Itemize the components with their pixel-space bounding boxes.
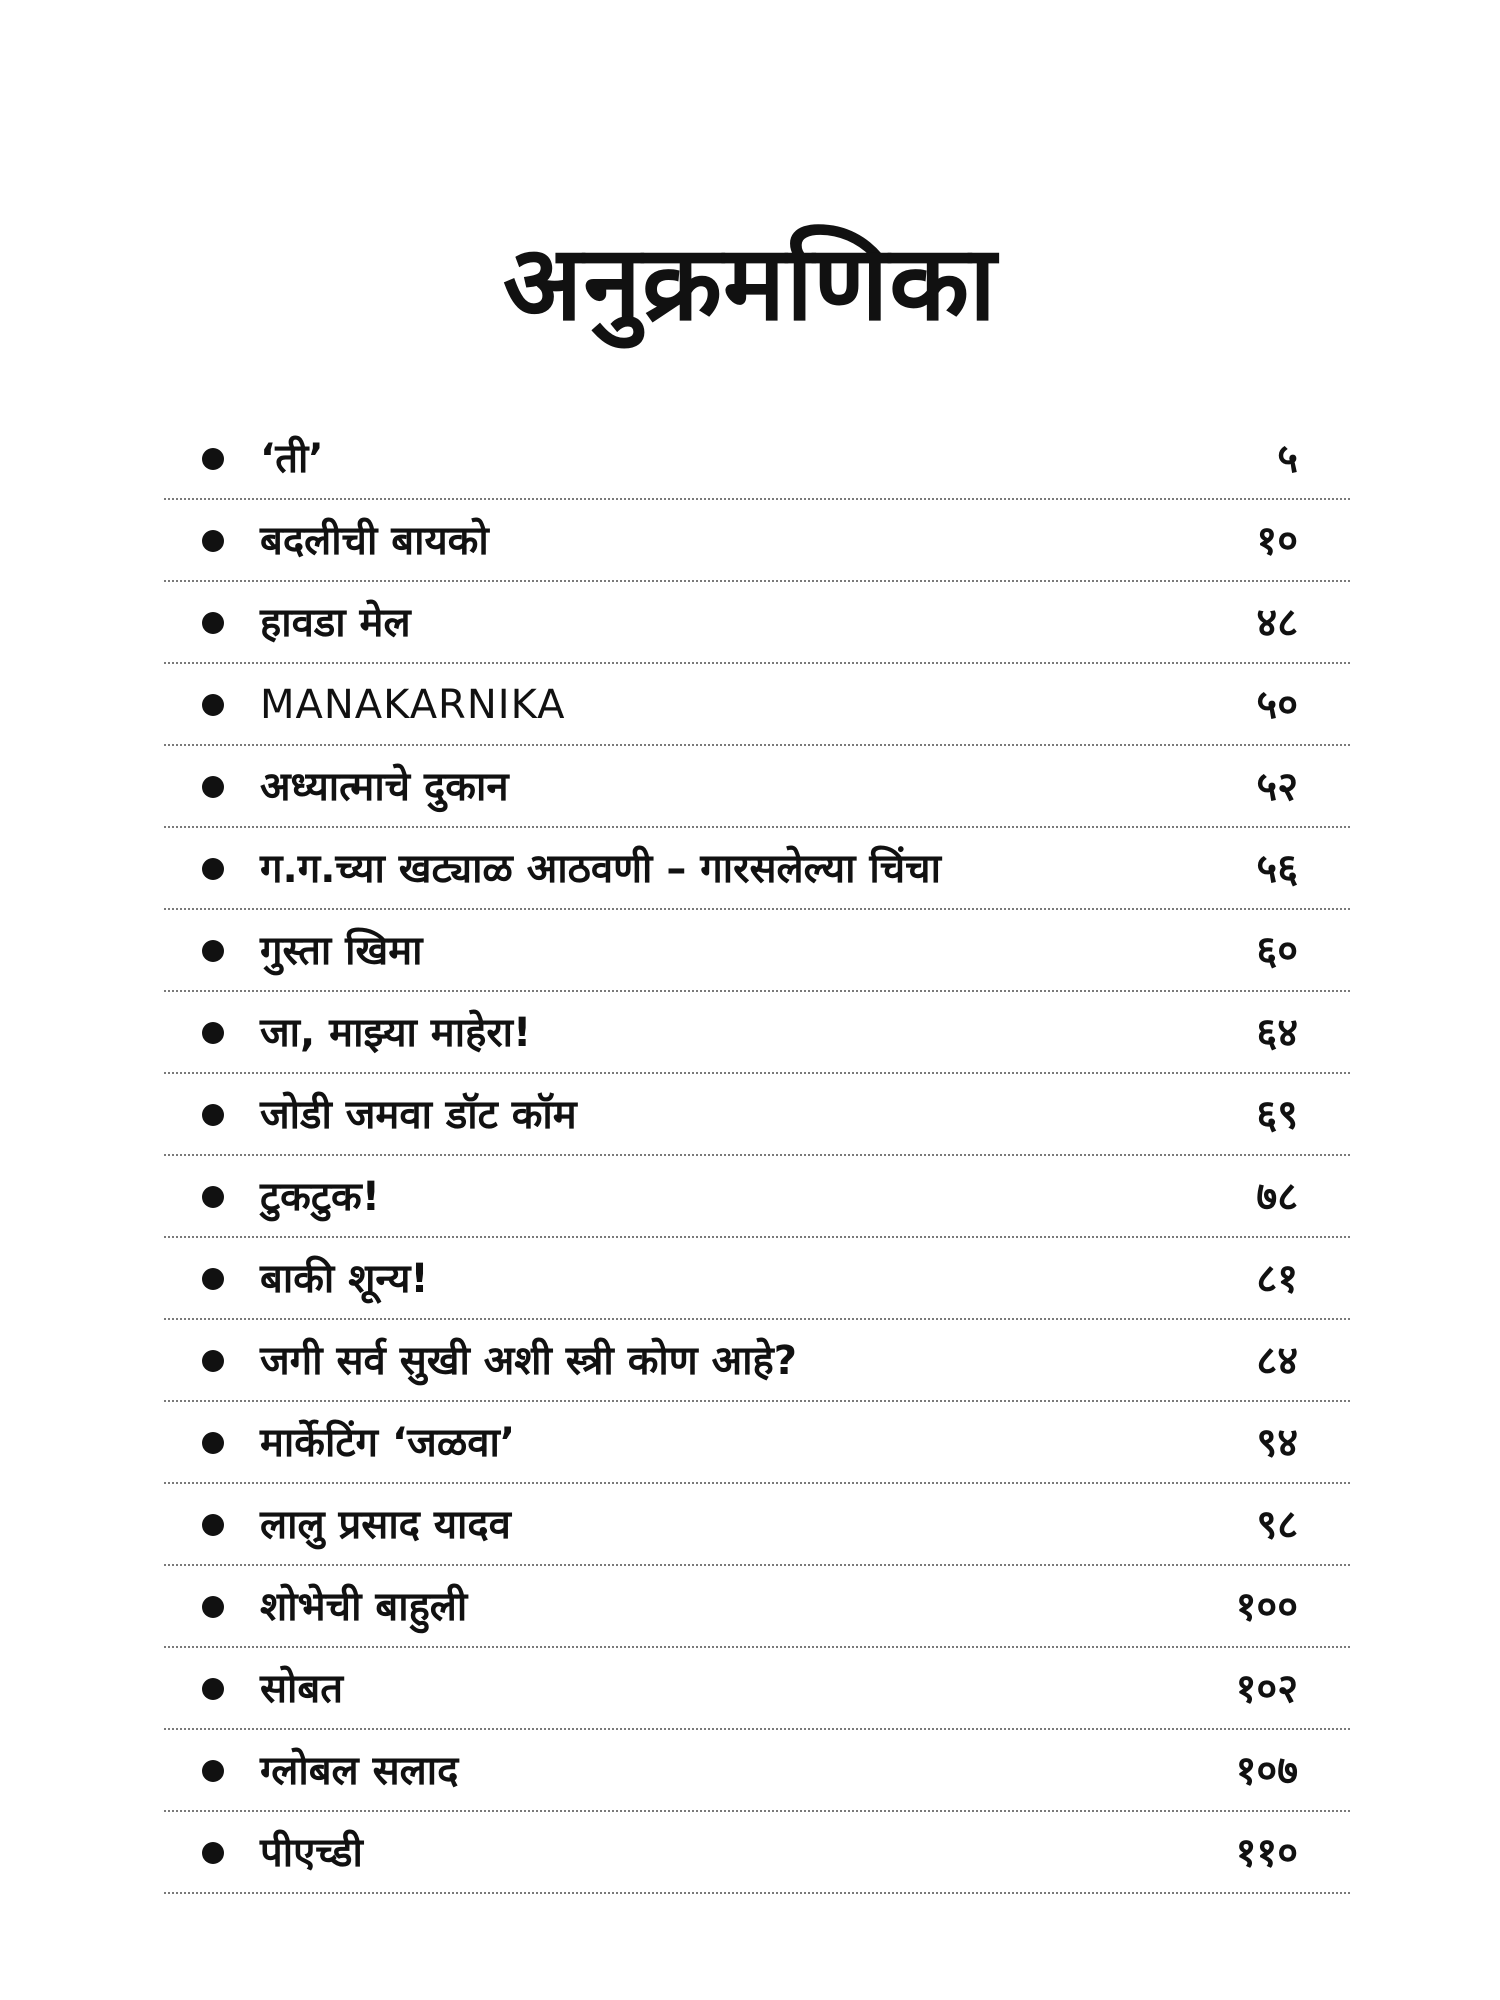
bullet-icon <box>202 1432 224 1454</box>
toc-entry <box>164 1648 1350 1730</box>
toc-entry-title: टुकटुक! <box>260 1174 381 1220</box>
toc-entry-page: ७८ <box>1256 1174 1298 1220</box>
bullet-icon <box>202 694 224 716</box>
toc-entry <box>164 828 1350 910</box>
toc-entry-title: अध्यात्माचे दुकान <box>260 764 509 810</box>
toc-entry-page: १०२ <box>1235 1666 1298 1712</box>
toc-entry-title: जोडी जमवा डॉट कॉम <box>260 1092 577 1138</box>
bullet-icon <box>202 776 224 798</box>
bullet-icon <box>202 1842 224 1864</box>
toc-entry-title: पीएच्डी <box>260 1830 363 1876</box>
toc-entry-title: मार्केटिंग ‘जळवा’ <box>260 1420 516 1466</box>
toc-entry <box>164 1484 1350 1566</box>
toc-entry-page: ६९ <box>1256 1092 1298 1138</box>
toc-entry-page: १०० <box>1235 1584 1298 1630</box>
toc-entry-title: जगी सर्व सुखी अशी स्त्री कोण आहे? <box>260 1338 797 1384</box>
bullet-icon <box>202 1514 224 1536</box>
toc-entry-page: ८१ <box>1256 1256 1298 1302</box>
toc-entry-page: ५२ <box>1256 764 1298 810</box>
toc-entry <box>164 1238 1350 1320</box>
toc-entry <box>164 1812 1350 1894</box>
toc-entry-page: १० <box>1256 518 1298 564</box>
toc-entry <box>164 910 1350 992</box>
toc-entry-page: ८४ <box>1256 1338 1298 1384</box>
toc-entry-page: ९४ <box>1256 1420 1298 1466</box>
bullet-icon <box>202 1104 224 1126</box>
toc-entry-page: ५६ <box>1256 846 1298 892</box>
toc-entry-title: बदलीची बायको <box>260 518 489 564</box>
toc-entry-page: ४८ <box>1256 600 1298 646</box>
toc-entry <box>164 582 1350 664</box>
toc-entry <box>164 1320 1350 1402</box>
toc-entry-title: गुस्ता खिमा <box>260 928 423 974</box>
toc-entry <box>164 746 1350 828</box>
toc-entry-page: ५ <box>1277 436 1298 482</box>
toc-entry <box>164 1566 1350 1648</box>
toc-entry-title: शोभेची बाहुली <box>260 1584 468 1630</box>
toc-entry-page: ५० <box>1256 682 1298 728</box>
bullet-icon <box>202 940 224 962</box>
toc-entry <box>164 1074 1350 1156</box>
toc-entry-title: जा, माझ्या माहेरा! <box>260 1010 532 1056</box>
bullet-icon <box>202 1022 224 1044</box>
toc-entry <box>164 1156 1350 1238</box>
toc-entry-title: MANAKARNIKA <box>260 682 566 728</box>
toc-entry-page: ६० <box>1256 928 1298 974</box>
toc-entry-page: १०७ <box>1235 1748 1298 1794</box>
toc-entry-title: ग.ग.च्या खट्याळ आठवणी – गारसलेल्या चिंचा <box>260 846 941 892</box>
toc-entry <box>164 418 1350 500</box>
toc-entry <box>164 1730 1350 1812</box>
bullet-icon <box>202 530 224 552</box>
bullet-icon <box>202 1596 224 1618</box>
toc-entry-page: ६४ <box>1256 1010 1298 1056</box>
bullet-icon <box>202 1268 224 1290</box>
bullet-icon <box>202 1186 224 1208</box>
bullet-icon <box>202 1350 224 1372</box>
toc-entry <box>164 664 1350 746</box>
bullet-icon <box>202 1678 224 1700</box>
bullet-icon <box>202 612 224 634</box>
toc-entry <box>164 500 1350 582</box>
bullet-icon <box>202 858 224 880</box>
bullet-icon <box>202 1760 224 1782</box>
toc-entry-title: हावडा मेल <box>260 600 411 646</box>
toc-entry-title: लालु प्रसाद यादव <box>260 1502 511 1548</box>
bullet-icon <box>202 448 224 470</box>
page-title: अनुक्रमणिका <box>502 222 998 344</box>
toc-entry-title: ग्लोबल सलाद <box>260 1748 459 1794</box>
toc-entry-title: सोबत <box>260 1666 344 1712</box>
table-of-contents <box>164 418 1350 1894</box>
toc-entry-title: ‘ती’ <box>260 436 324 482</box>
toc-entry-title: बाकी शून्य! <box>260 1256 429 1302</box>
toc-entry-page: ११० <box>1235 1830 1298 1876</box>
toc-entry <box>164 992 1350 1074</box>
toc-entry <box>164 1402 1350 1484</box>
toc-entry-page: ९८ <box>1256 1502 1298 1548</box>
